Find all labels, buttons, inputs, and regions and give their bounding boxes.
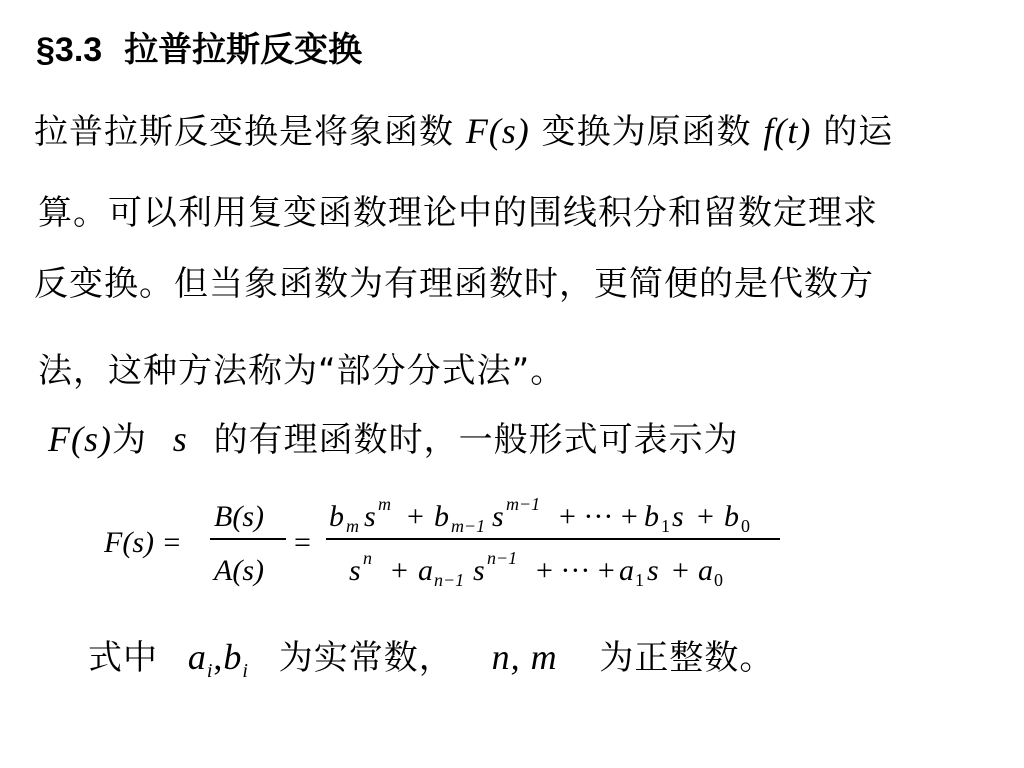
svg-text:b: b	[329, 500, 344, 533]
svg-text:+: +	[407, 500, 424, 533]
svg-text:s: s	[672, 500, 684, 533]
intro-text-b: 的有理函数时，一般形式可表示为	[213, 420, 739, 460]
svg-text:+: +	[391, 554, 408, 587]
svg-text:+: +	[672, 554, 689, 587]
rational-function-formula	[104, 488, 804, 598]
svg-text:m−1: m−1	[451, 516, 486, 536]
note-line	[88, 630, 774, 683]
frac1-numerator: B(s)	[214, 500, 264, 533]
formula-eq2: =	[294, 526, 311, 559]
svg-text:+ ··· +: + ··· +	[559, 500, 638, 533]
note-text-b: 为实常数，	[278, 638, 454, 678]
frac1-denominator: A(s)	[214, 554, 264, 587]
svg-text:n: n	[363, 548, 372, 568]
svg-text:m−1: m−1	[506, 494, 541, 514]
svg-text:b: b	[434, 500, 449, 533]
paragraph-line-2: 算。可以利用复变函数理论中的围线积分和留数定理求	[38, 193, 878, 233]
svg-text:n−1: n−1	[487, 548, 518, 568]
svg-text:s: s	[492, 500, 504, 533]
svg-text:s: s	[473, 554, 485, 587]
svg-text:0: 0	[714, 570, 723, 590]
math-Fs: F(s)	[465, 111, 530, 151]
math-ai: $a_i,b_i$	[187, 637, 249, 683]
section-number: §3.3	[36, 31, 103, 69]
frac2-numerator	[329, 494, 750, 536]
svg-text:b: b	[644, 500, 659, 533]
line1-text-a: 拉普拉斯反变换是将象函数	[34, 112, 454, 152]
paragraph-line-1	[34, 104, 893, 153]
svg-text:a: a	[619, 554, 634, 587]
svg-text:1: 1	[635, 570, 644, 590]
math-s: s	[172, 419, 188, 459]
section-title	[36, 22, 362, 71]
math-nm: n, m	[491, 637, 558, 677]
svg-text:s: s	[349, 554, 361, 587]
intro-text-a: 为	[111, 420, 147, 460]
svg-text:n−1: n−1	[434, 570, 465, 590]
line1-text-c: 变换为原函数	[541, 112, 752, 152]
svg-text:m: m	[378, 494, 391, 514]
svg-text:+: +	[697, 500, 714, 533]
svg-text:0: 0	[741, 516, 750, 536]
note-text-c: 为正整数。	[599, 638, 775, 678]
svg-text:a: a	[418, 554, 433, 587]
note-text-a: 式中	[88, 638, 158, 678]
svg-text:a: a	[698, 554, 713, 587]
svg-text:m: m	[346, 516, 359, 536]
svg-text:+ ··· +: + ··· +	[536, 554, 615, 587]
intro-line	[48, 412, 739, 461]
svg-text:s: s	[647, 554, 659, 587]
svg-text:1: 1	[661, 516, 670, 536]
paragraph-line-4: 法，这种方法称为“部分分式法”。	[38, 351, 566, 391]
svg-text:b: b	[724, 500, 739, 533]
frac2-denominator	[349, 548, 723, 590]
formula-lhs: F(s) =	[104, 526, 182, 559]
math-ft: f(t)	[763, 111, 812, 151]
svg-text:s: s	[364, 500, 376, 533]
math-Fs-intro: F(s)	[48, 419, 112, 459]
paragraph-line-3: 反变换。但当象函数为有理函数时，更简便的是代数方	[34, 264, 874, 304]
section-heading: 拉普拉斯反变换	[124, 30, 363, 70]
line1-text-e: 的运	[823, 112, 894, 152]
